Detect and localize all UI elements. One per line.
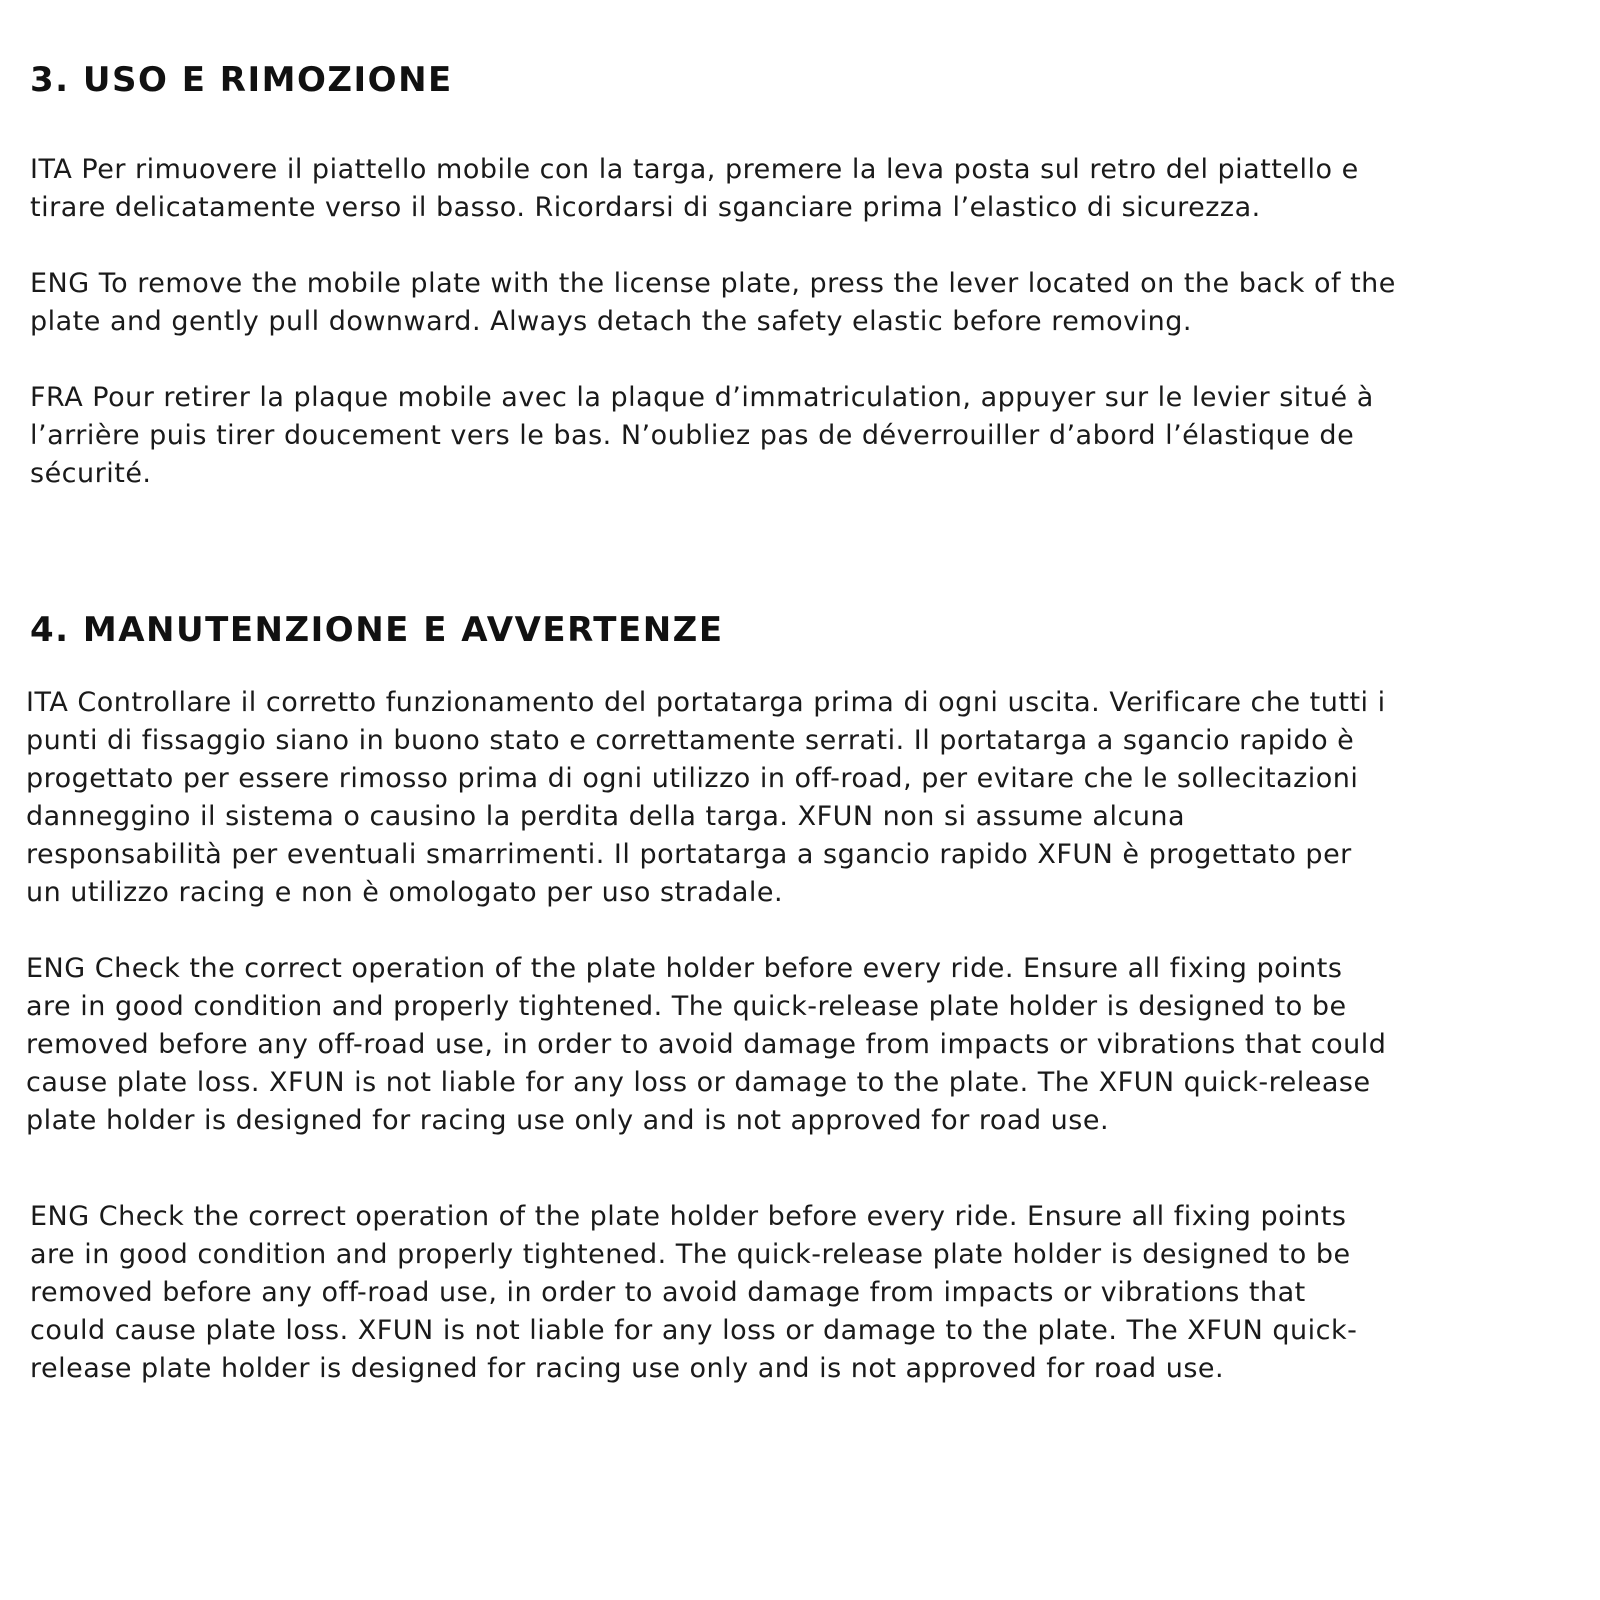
text-line: progettato per essere rimosso prima di ogni utilizzo in off-road, per evitare che le sollecitazioni: [26, 763, 1359, 794]
text-line: ITA Per rimuovere il piattello mobile con la targa, premere la leva posta sul retro del piattello e: [30, 154, 1359, 185]
text-line: ITA Controllare il corretto funzionamento del portatarga prima di ogni uscita. Verificare che tutti i: [26, 687, 1386, 718]
text-line: ENG Check the correct operation of the plate holder before every ride. Ensure all fixing points: [26, 953, 1343, 984]
text-line: l’arrière puis tirer doucement vers le bas. N’oubliez pas de déverrouiller d’abord l’élastique de: [30, 420, 1355, 451]
text-line: responsabilità per eventuali smarrimenti. Il portatarga a sgancio rapido XFUN è progettato per: [26, 839, 1352, 870]
paragraph-ita-manutenzione: [26, 684, 1386, 912]
text-line: ENG To remove the mobile plate with the license plate, press the lever located on the back of the: [30, 268, 1396, 299]
text-line: un utilizzo racing e non è omologato per uso stradale.: [26, 877, 784, 908]
text-line: sécurité.: [30, 458, 152, 489]
paragraph-eng-manutenzione-repeat: [30, 1198, 1357, 1388]
text-line: FRA Pour retirer la plaque mobile avec la plaque d’immatriculation, appuyer sur le levier situé à: [30, 382, 1374, 413]
text-line: ENG Check the correct operation of the plate holder before every ride. Ensure all fixing points: [30, 1201, 1347, 1232]
text-line: are in good condition and properly tightened. The quick-release plate holder is designed to be: [30, 1239, 1351, 1270]
text-line: could cause plate loss. XFUN is not liable for any loss or damage to the plate. The XFUN quick-: [30, 1315, 1358, 1346]
text-line: plate holder is designed for racing use only and is not approved for road use.: [26, 1105, 1110, 1136]
text-line: removed before any off-road use, in order to avoid damage from impacts or vibrations that could: [26, 1029, 1387, 1060]
text-line: release plate holder is designed for racing use only and is not approved for road use.: [30, 1353, 1225, 1384]
text-line: plate and gently pull downward. Always detach the safety elastic before removing.: [30, 306, 1192, 337]
paragraph-ita-uso: [30, 151, 1359, 227]
section-heading-manutenzione-e-avvertenze: 4. MANUTENZIONE E AVVERTENZE: [30, 610, 724, 650]
paragraph-fra-uso: [30, 379, 1374, 493]
text-line: punti di fissaggio siano in buono stato e correttamente serrati. Il portatarga a sgancio rapido è: [26, 725, 1355, 756]
text-line: danneggino il sistema o causino la perdita della targa. XFUN non si assume alcuna: [26, 801, 1186, 832]
text-line: are in good condition and properly tightened. The quick-release plate holder is designed to be: [26, 991, 1347, 1022]
section-heading-uso-e-rimozione: 3. USO E RIMOZIONE: [30, 60, 453, 100]
text-line: removed before any off-road use, in order to avoid damage from impacts or vibrations that: [30, 1277, 1306, 1308]
paragraph-eng-manutenzione: [26, 950, 1386, 1140]
text-line: cause plate loss. XFUN is not liable for any loss or damage to the plate. The XFUN quick-release: [26, 1067, 1371, 1098]
text-line: tirare delicatamente verso il basso. Ricordarsi di sganciare prima l’elastico di sicurezza.: [30, 192, 1261, 223]
paragraph-eng-uso: [30, 265, 1396, 341]
